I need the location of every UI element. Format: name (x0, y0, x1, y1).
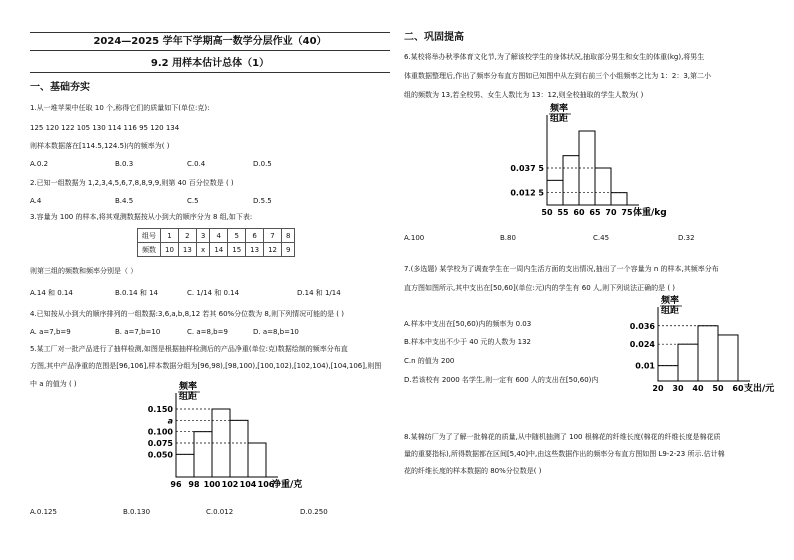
y-axis-label: 组距 (661, 306, 680, 316)
table-row (138, 243, 295, 257)
y-tick-label: a (167, 416, 173, 426)
q1-option-a[interactable]: A.0.2 (30, 160, 49, 168)
q6-option-d[interactable]: D.32 (678, 234, 695, 242)
x-tick-label: 55 (557, 208, 569, 217)
q3-option-a[interactable]: A.14 和 0.14 (30, 289, 73, 297)
q5-option-c[interactable]: C.0.012 (206, 508, 234, 516)
q7-option-b[interactable]: B.样本中支出不少于 40 元的人数为 132 (404, 338, 531, 346)
histogram-bar (194, 432, 212, 477)
q6-option-a[interactable]: A.100 (404, 234, 425, 242)
q1-option-c[interactable]: C.0.4 (187, 160, 206, 168)
q5-option-d[interactable]: D.0.250 (300, 508, 328, 516)
x-tick-label: 102 (221, 480, 239, 489)
q5-option-a[interactable]: A.0.125 (30, 508, 57, 516)
table-cell: 6 (246, 229, 264, 243)
q3-option-c[interactable]: C. 1/14 和 0.14 (187, 289, 240, 297)
q5-stem-line1: 5.某工厂对一批产品进行了抽样检测,如图是根据抽样检测后的产品净重(单位:克)数据绘制的频率分布直 (30, 345, 348, 353)
q3-stem: 3.容量为 100 的样本,将其观测数据按从小到大的顺序分为 8 组,如下表: (30, 213, 253, 221)
histogram-bar (658, 366, 678, 381)
table-cell: 4 (210, 229, 228, 243)
q5-stem-line2: 方图,其中产品净重的范围是[96,106],样本数据分组为[96,98),[98,100),[100,102),[102,104),[104,106],则图 (30, 362, 382, 370)
x-axis-label: 净重/克 (272, 480, 303, 490)
table-cell: 5 (228, 229, 246, 243)
q1-option-d[interactable]: D.0.5 (253, 160, 272, 168)
section-title: 9.2 用样本估计总体（1） (30, 55, 390, 73)
x-axis-label: 支出/元 (744, 384, 775, 394)
q7-option-c[interactable]: C.n 的值为 200 (404, 357, 455, 365)
y-tick-label: 0.075 (147, 439, 173, 448)
q6-stem-line1: 6.某校将举办秋季体育文化节,为了解该校学生的身体状况,抽取部分男生和女生的体重(kg),将男生 (404, 53, 705, 61)
q2-option-a[interactable]: A.4 (30, 197, 42, 205)
y-tick-label: 0.150 (147, 405, 173, 414)
histogram-bar (563, 156, 579, 205)
q7-option-a[interactable]: A.样本中支出在[50,60)内的频率为 0.03 (404, 320, 532, 328)
q5-histogram (138, 382, 303, 490)
table-cell: 13 (246, 243, 264, 257)
q4-option-b[interactable]: B. a=7,b=10 (115, 328, 161, 336)
q7-histogram (620, 298, 780, 402)
histogram-bar (611, 193, 627, 205)
x-tick-label: 106 (257, 480, 275, 489)
q2-option-b[interactable]: B.4.5 (115, 197, 134, 205)
y-axis-label: 组距 (550, 114, 569, 124)
histogram-bar (718, 335, 738, 381)
q6-option-b[interactable]: B.80 (500, 234, 516, 242)
x-tick-label: 100 (203, 480, 221, 489)
x-tick-label: 30 (672, 384, 684, 393)
table-cell: 组号 (138, 229, 161, 243)
x-axis-label: 体重/kg (633, 208, 667, 218)
q1-question: 则样本数据落在[114.5,124.5)内的频率为( ) (30, 142, 170, 150)
q2-option-d[interactable]: D.5.5 (253, 197, 272, 205)
histogram-bar (230, 420, 248, 477)
table-cell: 3 (196, 229, 209, 243)
table-cell: 12 (264, 243, 282, 257)
q4-stem: 4.已知按从小到大的顺序排列的一组数据:3,6,a,b,8,12 若其 60%分位数为 8,则下列情况可能的是 ( ) (30, 310, 344, 318)
q4-option-a[interactable]: A. a=7,b=9 (30, 328, 71, 336)
table-cell: 7 (264, 229, 282, 243)
x-tick-label: 104 (239, 480, 257, 489)
q7-stem-line1: 7.(多选题) 某学校为了调查学生在一周内生活方面的支出情况,抽出了一个容量为 n 的样本,其频率分布 (404, 265, 719, 273)
table-cell: 10 (161, 243, 179, 257)
y-tick-label: 0.01 (635, 361, 655, 371)
x-tick-label: 50 (712, 384, 724, 393)
q3-question: 则第三组的频数和频率分别是（ ） (30, 267, 138, 275)
table-cell: 频数 (138, 243, 161, 257)
q1-data: 125 120 122 105 130 114 116 95 120 134 (30, 124, 180, 132)
y-tick-label: 0.050 (147, 450, 173, 460)
table-cell: 15 (228, 243, 246, 257)
q6-histogram (505, 104, 667, 220)
table-cell: 13 (178, 243, 196, 257)
y-axis-label: 频率 (661, 296, 680, 306)
q2-option-c[interactable]: C.5 (187, 197, 199, 205)
q8-stem-line2: 量的重要指标),所得数据都在区间[5,40]中,由这些数据作出的频率分布直方图如图 L9-2-23 所示.估计棉 (404, 450, 725, 458)
x-tick-label: 98 (188, 480, 200, 489)
y-axis-label: 频率 (179, 382, 198, 392)
y-axis-label: 组距 (179, 392, 198, 402)
q1-option-b[interactable]: B.0.3 (115, 160, 134, 168)
worksheet-title: 2024—2025 学年下学期高一数学分层作业（40） (30, 32, 390, 51)
histogram-bar (698, 326, 718, 381)
table-cell: x (196, 243, 209, 257)
q3-option-d[interactable]: D.14 和 1/14 (297, 289, 341, 297)
x-tick-label: 60 (732, 384, 744, 393)
table-cell: 2 (178, 229, 196, 243)
q5-stem-line3: 中 a 的值为 ( ) (30, 380, 77, 388)
x-tick-label: 65 (589, 208, 601, 217)
q5-option-b[interactable]: B.0.130 (123, 508, 151, 516)
x-tick-label: 40 (692, 384, 704, 393)
q3-frequency-table (137, 228, 295, 257)
table-cell: 14 (210, 243, 228, 257)
q4-option-c[interactable]: C. a=8,b=9 (187, 328, 228, 336)
y-axis-label: 频率 (550, 104, 569, 114)
q6-stem-line2: 体重数据整理后,作出了频率分布直方图如已知图中从左到右前三个小组频率之比为 1：2：3,第二小 (404, 72, 712, 80)
q1-stem: 1.从一堆苹果中任取 10 个,称得它们的质量如下(单位:克): (30, 104, 210, 112)
q8-stem-line3: 花的纤维长度的样本数据的 80%分位数是( ) (404, 467, 542, 475)
q6-stem-line3: 组的频数为 13,若全校男、女生人数比为 13：12,则全校抽取的学生人数为( ) (404, 91, 644, 99)
y-tick-label: 0.024 (629, 340, 655, 350)
q3-option-b[interactable]: B.0.14 和 14 (115, 289, 158, 297)
q4-option-d[interactable]: D. a=8,b=10 (253, 328, 299, 336)
x-tick-label: 20 (652, 384, 664, 393)
x-tick-label: 96 (170, 480, 182, 489)
x-tick-label: 70 (605, 208, 617, 217)
histogram-bar (248, 443, 266, 477)
table-cell: 9 (282, 243, 295, 257)
table-cell: 8 (282, 229, 295, 243)
x-tick-label: 50 (541, 208, 553, 217)
x-tick-label: 75 (621, 208, 633, 217)
histogram-bar (176, 454, 194, 477)
table-row (138, 229, 295, 243)
q7-option-d[interactable]: D.若该校有 2000 名学生,则一定有 600 人的支出在[50,60)内 (404, 376, 599, 384)
y-tick-label: 0.036 (629, 321, 655, 331)
y-tick-label: 0.100 (147, 427, 173, 437)
histogram-bar (678, 344, 698, 381)
q6-option-c[interactable]: C.45 (593, 234, 610, 242)
q7-stem-line2: 直方图如图所示,其中支出在[50,60](单位:元)内的学生有 60 人,则下列说法正确的是 ( ) (404, 284, 676, 292)
y-tick-label: 0.037 5 (510, 164, 544, 173)
section-heading-basic: 一、基础夯实 (30, 82, 90, 93)
histogram-bar (595, 168, 611, 205)
q2-stem: 2.已知一组数据为 1,2,3,4,5,6,7,8,8,9,9,则第 40 百分位数是 ( ) (30, 179, 234, 187)
q8-stem-line1: 8.某棉纺厂为了了解一批棉花的质量,从中随机抽测了 100 根棉花的纤维长度(棉花的纤维长度是棉花质 (404, 433, 721, 441)
y-tick-label: 0.012 5 (510, 188, 544, 198)
x-tick-label: 60 (573, 208, 585, 217)
table-cell: 1 (161, 229, 179, 243)
section-heading-advanced: 二、巩固提高 (404, 32, 464, 43)
